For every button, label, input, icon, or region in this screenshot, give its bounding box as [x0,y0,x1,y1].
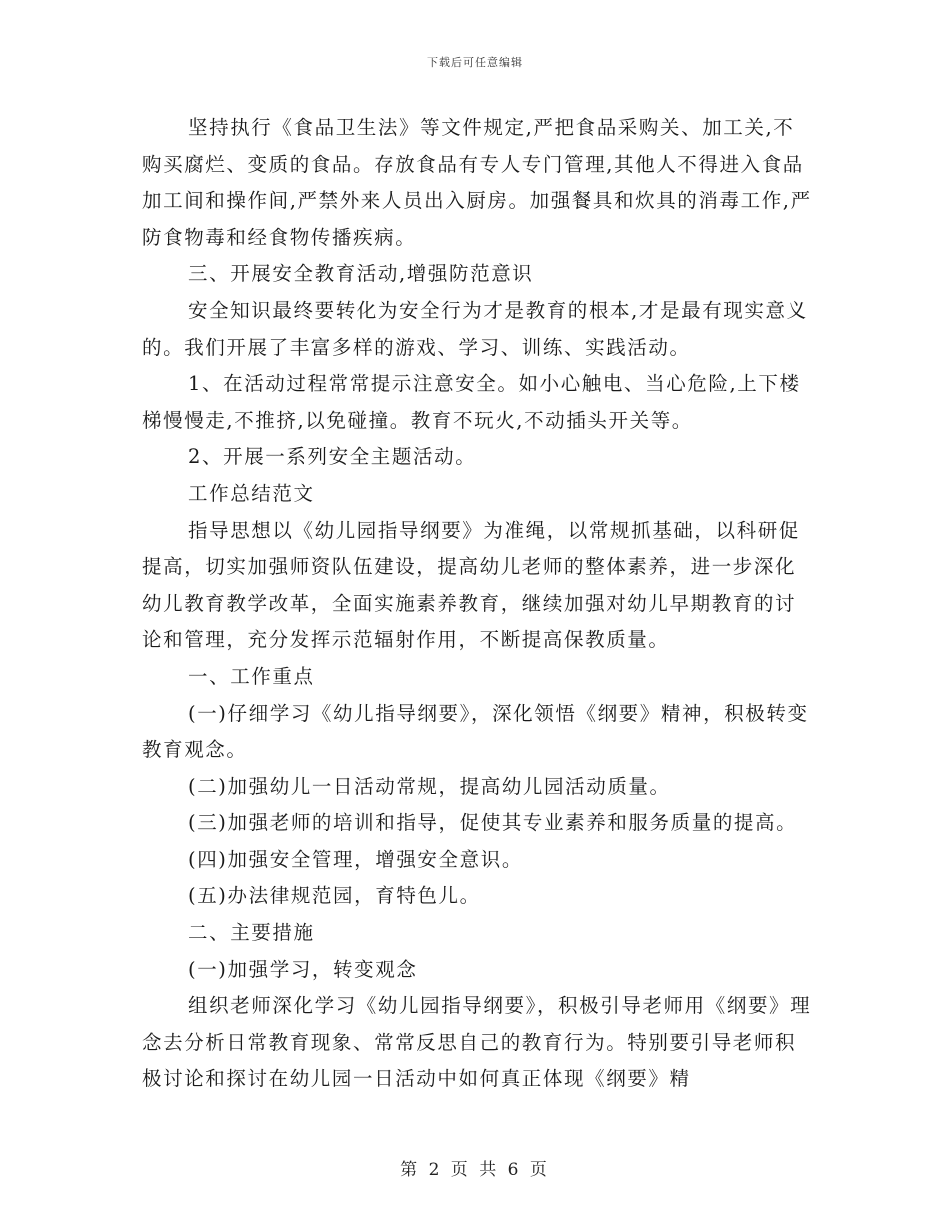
page-number-footer: 第 2 页 共 6 页 [400,1160,550,1180]
section-heading-main-measures: 二、主要措施 [188,921,315,945]
paragraph-measure-1-detail: 组织老师深化学习《幼儿园指导纲要》，积极引导老师用《纲要》理念去分析日常教育现象、常常反思自己的教育行为。特别要引导老师积极讨论和探讨在幼儿园一日活动中如何真正体现《纲要》精 [142,994,812,1091]
paragraph-item-1: 1、在活动过程常常提示注意安全。如小心触电、当心危险,上下楼梯慢慢走,不推挤,以免碰撞。教育不玩火,不动插头开关等。 [142,372,801,432]
paragraph-safety-knowledge: 安全知识最终要转化为安全行为才是教育的根本,才是最有现实意义的。我们开展了丰富多样的游戏、学习、训练、实践活动。 [142,298,808,359]
paragraph-item-2: 2、开展一系列安全主题活动。 [188,445,477,469]
list-item-focus-3: (三)加强老师的培训和指导，促使其专业素养和服务质量的提高。 [188,811,798,835]
subheading-measure-1: (一)加强学习，转变观念 [188,957,418,981]
subtitle-work-summary: 工作总结范文 [188,481,315,505]
list-item-focus-1: (一)仔细学习《幼儿指导纲要》，深化领悟《纲要》精神，积极转变教育观念。 [142,701,809,762]
list-item-focus-4: (四)加强安全管理，增强安全意识。 [188,847,523,871]
list-item-focus-2: (二)加强幼儿一日活动常规，提高幼儿园活动质量。 [188,774,671,798]
section-heading-safety-education: 三、开展安全教育活动,增强防范意识 [188,262,534,286]
list-item-focus-5: (五)办法律规范园，育特色儿。 [188,884,481,908]
section-heading-work-focus: 一、工作重点 [188,664,315,688]
page-header: 下载后可任意编辑 [427,56,523,69]
document-body [142,110,812,1098]
paragraph-guiding-thought: 指导思想以《幼儿园指导纲要》为准绳，以常规抓基础，以科研促提高，切实加强师资队伍建设，提高幼儿老师的整体素养，进一步深化幼儿教育教学改革，全面实施素养教育，继续加强对幼儿早期教育的讨论和管理，充分发挥示范辐射作用，不断提高保教质量。 [142,518,800,652]
paragraph-food-safety: 坚持执行《食品卫生法》等文件规定,严把食品采购关、加工关,不购买腐烂、变质的食品。存放食品有专人专门管理,其他人不得进入食品加工间和操作间,严禁外来人员出入厨房。加强餐具和炊具的消毒工作,严防食物毒和经食物传播疾病。 [142,116,812,249]
